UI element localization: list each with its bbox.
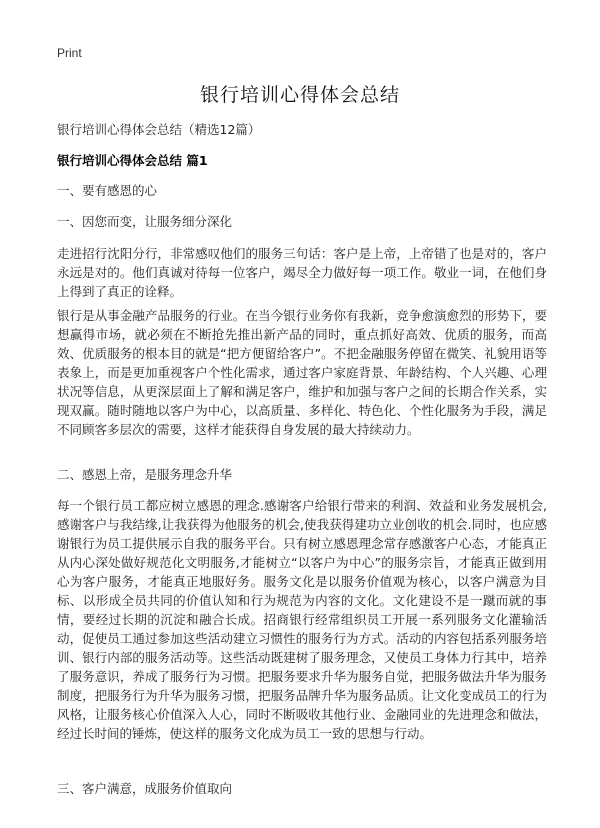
paragraph-3: 每一个银行员工都应树立感恩的理念.感谢客户给银行带来的利润、效益和业务发展机会,感谢客户与我结缘,让我获得为他服务的机会,使我获得建功立业创收的机会.同时，也应感谢银行为员工提供展示自我的服务平台。只有树立感恩理念常存感激客户心态，才能真正从内心深处做好规范化文明服务,才能树立“以客户为中心”的服务宗旨，才能真正做到用心为客户服务，才能真正地服好务。服务文化是以服务价值观为核心，以客户满意为目标、以形成全员共同的价值认知和行为规范为内容的文化。文化建设不是一蹴而就的事情，要经过长期的沉淀和融合长成。招商银行经常组织员工开展一系列服务文化灌输活动，促使员工通过参加这些活动建立习惯性的服务行为方式。活动的内容包括系列服务培训、银行内部的服务活动等。这些活动既建树了服务理念，又使员工身体力行其中，培养了服务意识，养成了服务行为习惯。把服务要求升华为服务自觉，把服务做法升华为服务制度，把服务行为升华为服务习惯，把服务品牌升华为服务品质。让文化变成员工的行为风格，让服务核心价值深入人心，同时不断吸收其他行业、金融同业的先进理念和做法，经过长时间的锤炼，使这样的服务文化成为员工一致的思想与行动。 xyxy=(57,498,547,741)
section-heading: 银行培训心得体会总结 篇1 xyxy=(57,153,208,168)
document-subtitle: 银行培训心得体会总结（精选12篇） xyxy=(57,122,261,137)
paragraph-2: 银行是从事金融产品服务的行业。在当今银行业务你有我新，竞争愈演愈烈的形势下，要想赢得市场，就必须在不断抢先推出新产品的同时，重点抓好高效、优质的服务，而高效、优质服务的根本目的就是“把方便留给客户”。不把金融服务停留在微笑、礼貌用语等表象上，而是更加重视客户个性化需求，通过客户家庭背景、年龄结构、个人兴趣、心理状况等信息，从更深层面上了解和满足客户，维护和加强与客户之间的长期合作关系，实现双赢。随时随地以客户为中心，以高质量、多样化、特色化、个性化服务为手段，满足不同顾客多层次的需要，这样才能获得自身发展的最大持续动力。 xyxy=(57,308,547,437)
print-link[interactable]: Print xyxy=(57,46,82,60)
document-title: 银行培训心得体会总结 xyxy=(199,84,400,106)
point-subheading-1: 一、因您而变，让服务细分深化 xyxy=(57,214,233,229)
point-heading-3: 三、客户满意，成服务价值取向 xyxy=(57,781,233,796)
point-heading-1: 一、要有感恩的心 xyxy=(57,183,158,198)
point-heading-2: 二、感恩上帝，是服务理念升华 xyxy=(57,467,233,482)
paragraph-1: 走进招行沈阳分行，非常感叹他们的服务三句话：客户是上帝，上帝错了也是对的，客户永远是对的。他们真诚对待每一位客户，竭尽全力做好每一项工作。敬业一词，在他们身上得到了真正的诠释。 xyxy=(57,246,547,299)
